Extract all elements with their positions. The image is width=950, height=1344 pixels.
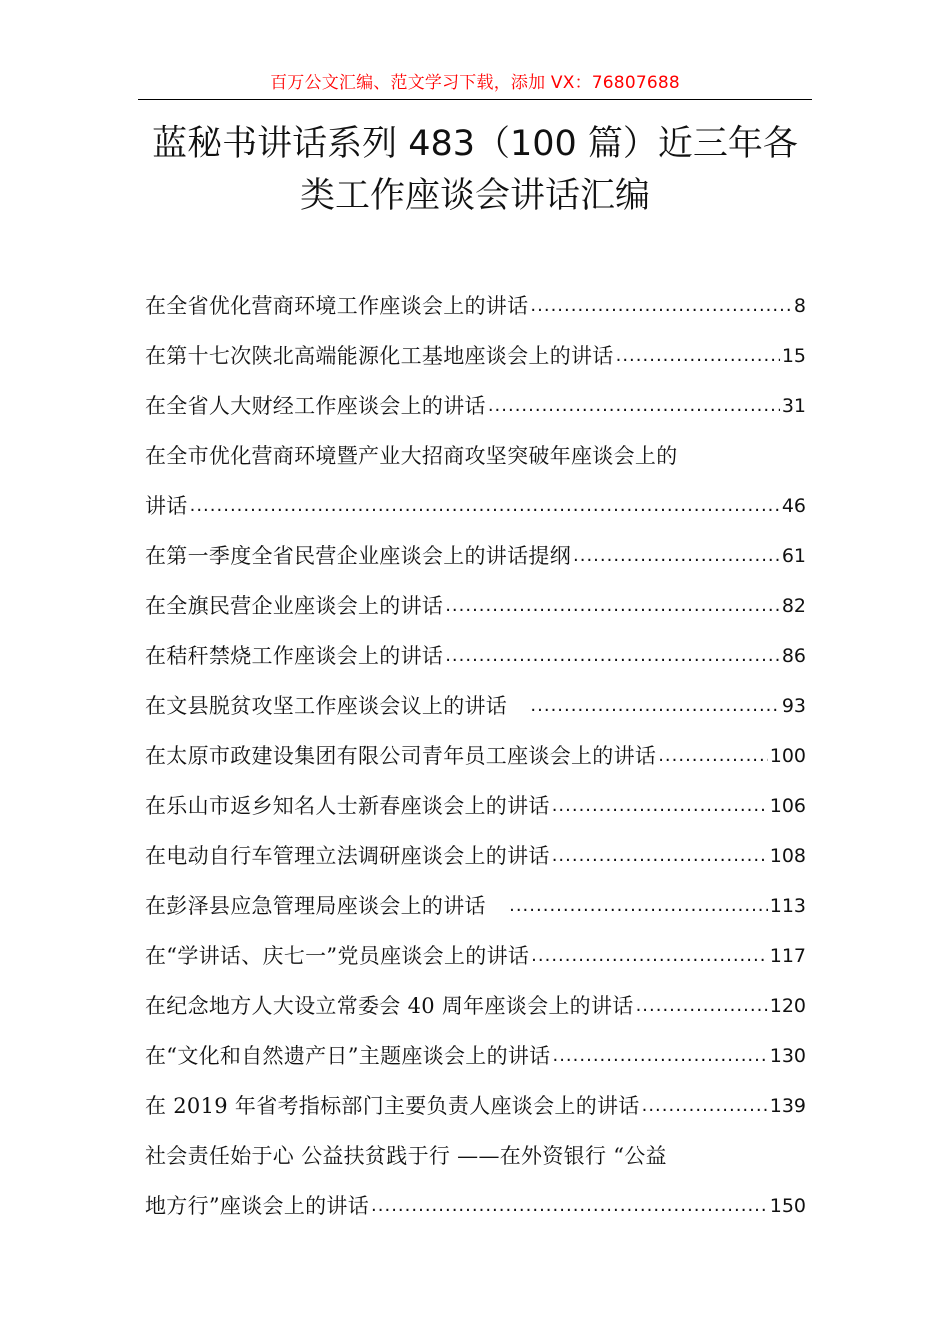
- toc-entry-page: 139: [769, 1095, 806, 1117]
- toc-entry-page: 150: [769, 1195, 806, 1217]
- toc-entry-title: 在“学讲话、庆七一”党员座谈会上的讲话: [145, 944, 530, 968]
- toc-dot-leader: [530, 288, 792, 324]
- toc-entry-continued-line[interactable]: 在全市优化营商环境暨产业大招商攻坚突破年座谈会上的: [145, 444, 678, 468]
- toc-entry-title: 在全旗民营企业座谈会上的讲话: [145, 594, 444, 618]
- toc-entry[interactable]: [145, 924, 806, 974]
- toc-entry[interactable]: [145, 474, 806, 524]
- toc-entry[interactable]: [145, 624, 806, 674]
- toc-dot-leader: [552, 838, 768, 874]
- toc-entry[interactable]: [145, 1174, 806, 1224]
- toc-dot-leader: [552, 788, 768, 824]
- toc-dot-leader: [445, 638, 780, 674]
- header-divider: [138, 99, 812, 100]
- toc-entry-page: 31: [781, 395, 806, 417]
- toc-entry[interactable]: [145, 1074, 806, 1124]
- toc-entry-page: 130: [769, 1045, 806, 1067]
- toc-entry-page: 113: [769, 895, 806, 917]
- toc-entry-page: 93: [781, 695, 806, 717]
- toc-entry-title: 在电动自行车管理立法调研座谈会上的讲话: [145, 844, 550, 868]
- toc-entry-title: 在“文化和自然遗产日”主题座谈会上的讲话: [145, 1044, 551, 1068]
- toc-entry-page: 117: [769, 945, 806, 967]
- toc-dot-leader: [445, 588, 780, 624]
- toc-dot-leader: [642, 1088, 768, 1124]
- toc-dot-leader: [616, 338, 780, 374]
- toc-entry[interactable]: [145, 274, 806, 324]
- toc-entry-title: 在彭泽县应急管理局座谈会上的讲话: [145, 894, 508, 918]
- toc-entry-page: 108: [769, 845, 806, 867]
- toc-dot-leader: [552, 1038, 767, 1074]
- toc-entry-title: 在秸秆禁烧工作座谈会上的讲话: [145, 644, 444, 668]
- toc-entry-title: 在文县脱贫攻坚工作座谈会议上的讲话: [145, 694, 529, 718]
- header-note: 百万公文汇编、范文学习下载，添加 VX：76807688: [270, 73, 680, 93]
- toc-entry-page: 15: [781, 345, 806, 367]
- title-line-2: 类工作座谈会讲话汇编: [299, 176, 650, 216]
- table-of-contents: [145, 274, 806, 1224]
- toc-entry-title: 在 2019 年省考指标部门主要负责人座谈会上的讲话: [145, 1094, 640, 1118]
- toc-entry-title: 在乐山市返乡知名人士新春座谈会上的讲话: [145, 794, 550, 818]
- toc-dot-leader: [636, 988, 768, 1024]
- toc-entry-continued-line[interactable]: 社会责任始于心 公益扶贫践于行 ——在外资银行 “公益: [145, 1144, 667, 1168]
- toc-entry-title: 在纪念地方人大设立常委会 40 周年座谈会上的讲话: [145, 994, 634, 1018]
- toc-entry[interactable]: [145, 324, 806, 374]
- title-line-1: 蓝秘书讲话系列 483（100 篇）近三年各: [152, 124, 798, 164]
- toc-entry-page: 82: [781, 595, 806, 617]
- toc-entry-page: 120: [769, 995, 806, 1017]
- toc-entry-page: 46: [781, 495, 806, 517]
- toc-entry[interactable]: [145, 774, 806, 824]
- toc-entry-title: 在太原市政建设集团有限公司青年员工座谈会上的讲话: [145, 744, 657, 768]
- toc-entry[interactable]: [145, 724, 806, 774]
- toc-entry[interactable]: [145, 1024, 806, 1074]
- toc-dot-leader: [509, 888, 768, 924]
- toc-entry-page: 61: [781, 545, 806, 567]
- toc-entry-title: 在第十七次陕北高端能源化工基地座谈会上的讲话: [145, 344, 614, 368]
- toc-entry-page: 8: [793, 295, 806, 317]
- toc-entry-title: 地方行”座谈会上的讲话: [145, 1194, 370, 1218]
- document-title: [110, 118, 840, 222]
- toc-entry[interactable]: [145, 574, 806, 624]
- toc-entry-title: 在全省人大财经工作座谈会上的讲话: [145, 394, 486, 418]
- toc-entry[interactable]: [145, 974, 806, 1024]
- toc-entry[interactable]: [145, 674, 806, 724]
- toc-entry-page: 100: [769, 745, 806, 767]
- toc-entry-title: 在全省优化营商环境工作座谈会上的讲话: [145, 294, 529, 318]
- toc-dot-leader: [530, 688, 779, 724]
- toc-dot-leader: [658, 738, 768, 774]
- toc-entry-title: 讲话: [145, 494, 188, 518]
- toc-entry-title: 在第一季度全省民营企业座谈会上的讲话提纲: [145, 544, 571, 568]
- toc-dot-leader: [371, 1188, 768, 1224]
- toc-dot-leader: [531, 938, 768, 974]
- toc-entry[interactable]: [145, 374, 806, 424]
- toc-entry[interactable]: [145, 874, 806, 924]
- toc-entry-page: 86: [781, 645, 806, 667]
- toc-dot-leader: [488, 388, 780, 424]
- toc-dot-leader: [190, 488, 780, 524]
- toc-entry[interactable]: [145, 824, 806, 874]
- toc-entry-page: 106: [769, 795, 806, 817]
- toc-dot-leader: [573, 538, 780, 574]
- toc-entry[interactable]: [145, 524, 806, 574]
